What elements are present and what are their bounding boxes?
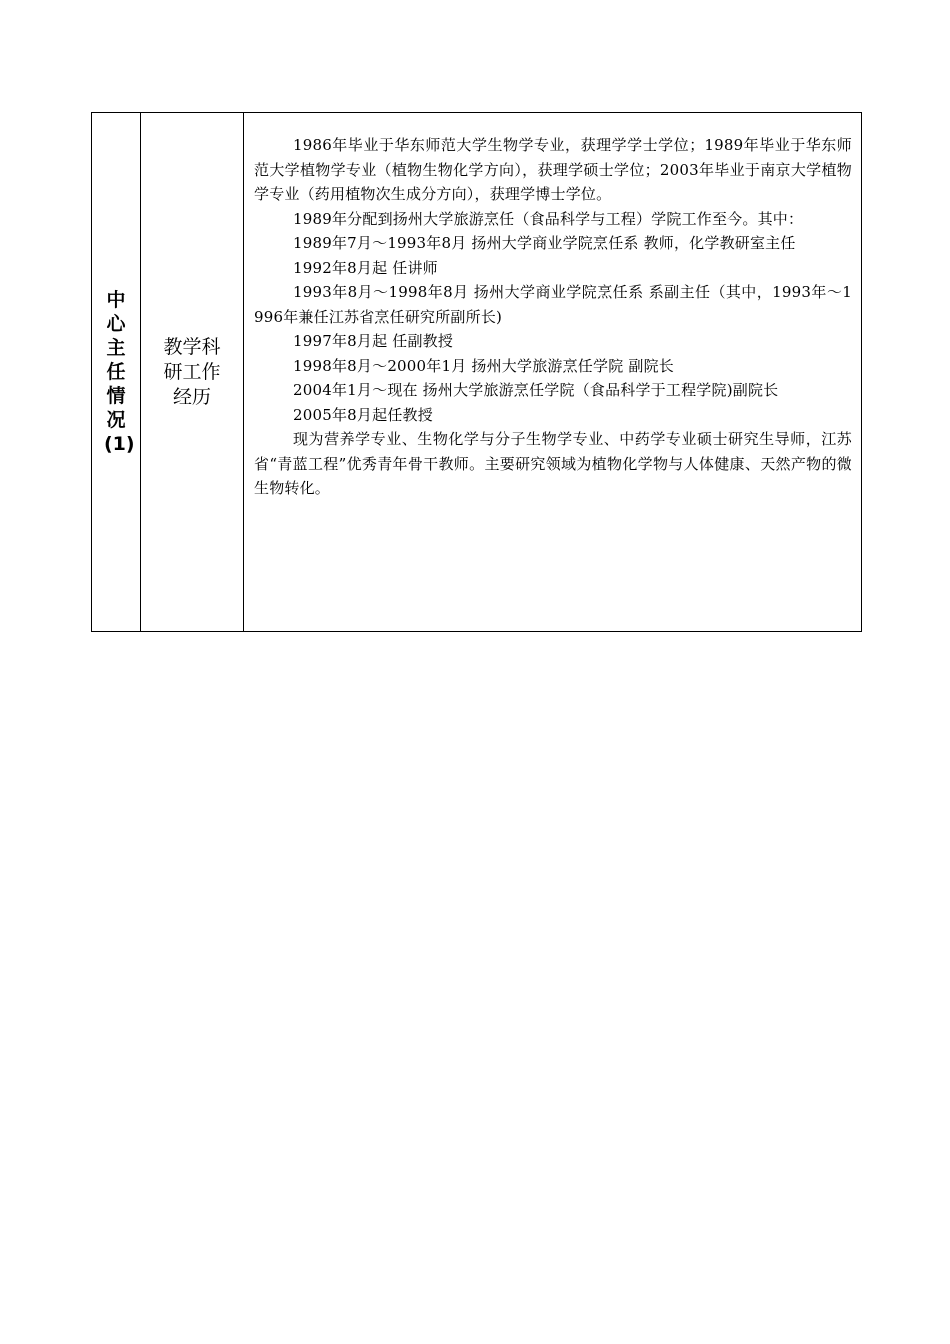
table-row [92,113,862,632]
experience-paragraph-current: 现为营养学专业、生物化学与分子生物学专业、中药学专业硕士研究生导师，江苏省“青蓝工程”优秀青年骨干教师。主要研究领域为植物化学物与人体健康、天然产物的微生物转化。 [254,430,852,497]
experience-content-cell [244,113,862,632]
row-label-cell [141,113,244,632]
experience-paragraph-1992: 1992年8月起 任讲师 [293,258,438,277]
experience-paragraph-1989: 1989年7月～1993年8月 扬州大学商业学院烹任系 教师，化学教研室主任 [293,234,796,252]
experience-paragraph-assignment: 1989年分配到扬州大学旅游烹任（食品科学与工程）学院工作至今。其中： [293,209,804,228]
experience-paragraph-1993: 1993年8月～1998年8月 扬州大学商业学院烹任系 系副主任（其中，1993年～1996年兼任江苏省烹任研究所副所长) [254,283,852,326]
experience-paragraph-1998: 1998年8月～2000年1月 扬州大学旅游烹任学院 副院长 [293,356,674,375]
experience-paragraph-education: 1986年毕业于华东师范大学生物学专业，获理学学士学位；1989年毕业于华东师范大学植物学专业（植物生物化学方向），获理学硕士学位；2003年毕业于南京大学植物学专业（药用植物次生成分方向），获理学博士学位。 [254,136,852,203]
experience-paragraph-2004: 2004年1月～现在 扬州大学旅游烹任学院（食品科学于工程学院)副院长 [293,381,779,399]
experience-paragraph-2005: 2005年8月起任教授 [293,405,433,424]
director-info-table [91,112,862,632]
row-label: 教学科研工作经历 [163,335,221,408]
section-title: 中心主任情况(1) [104,289,135,455]
experience-paragraph-1997: 1997年8月起 任副教授 [293,332,454,350]
section-title-cell [92,113,141,632]
